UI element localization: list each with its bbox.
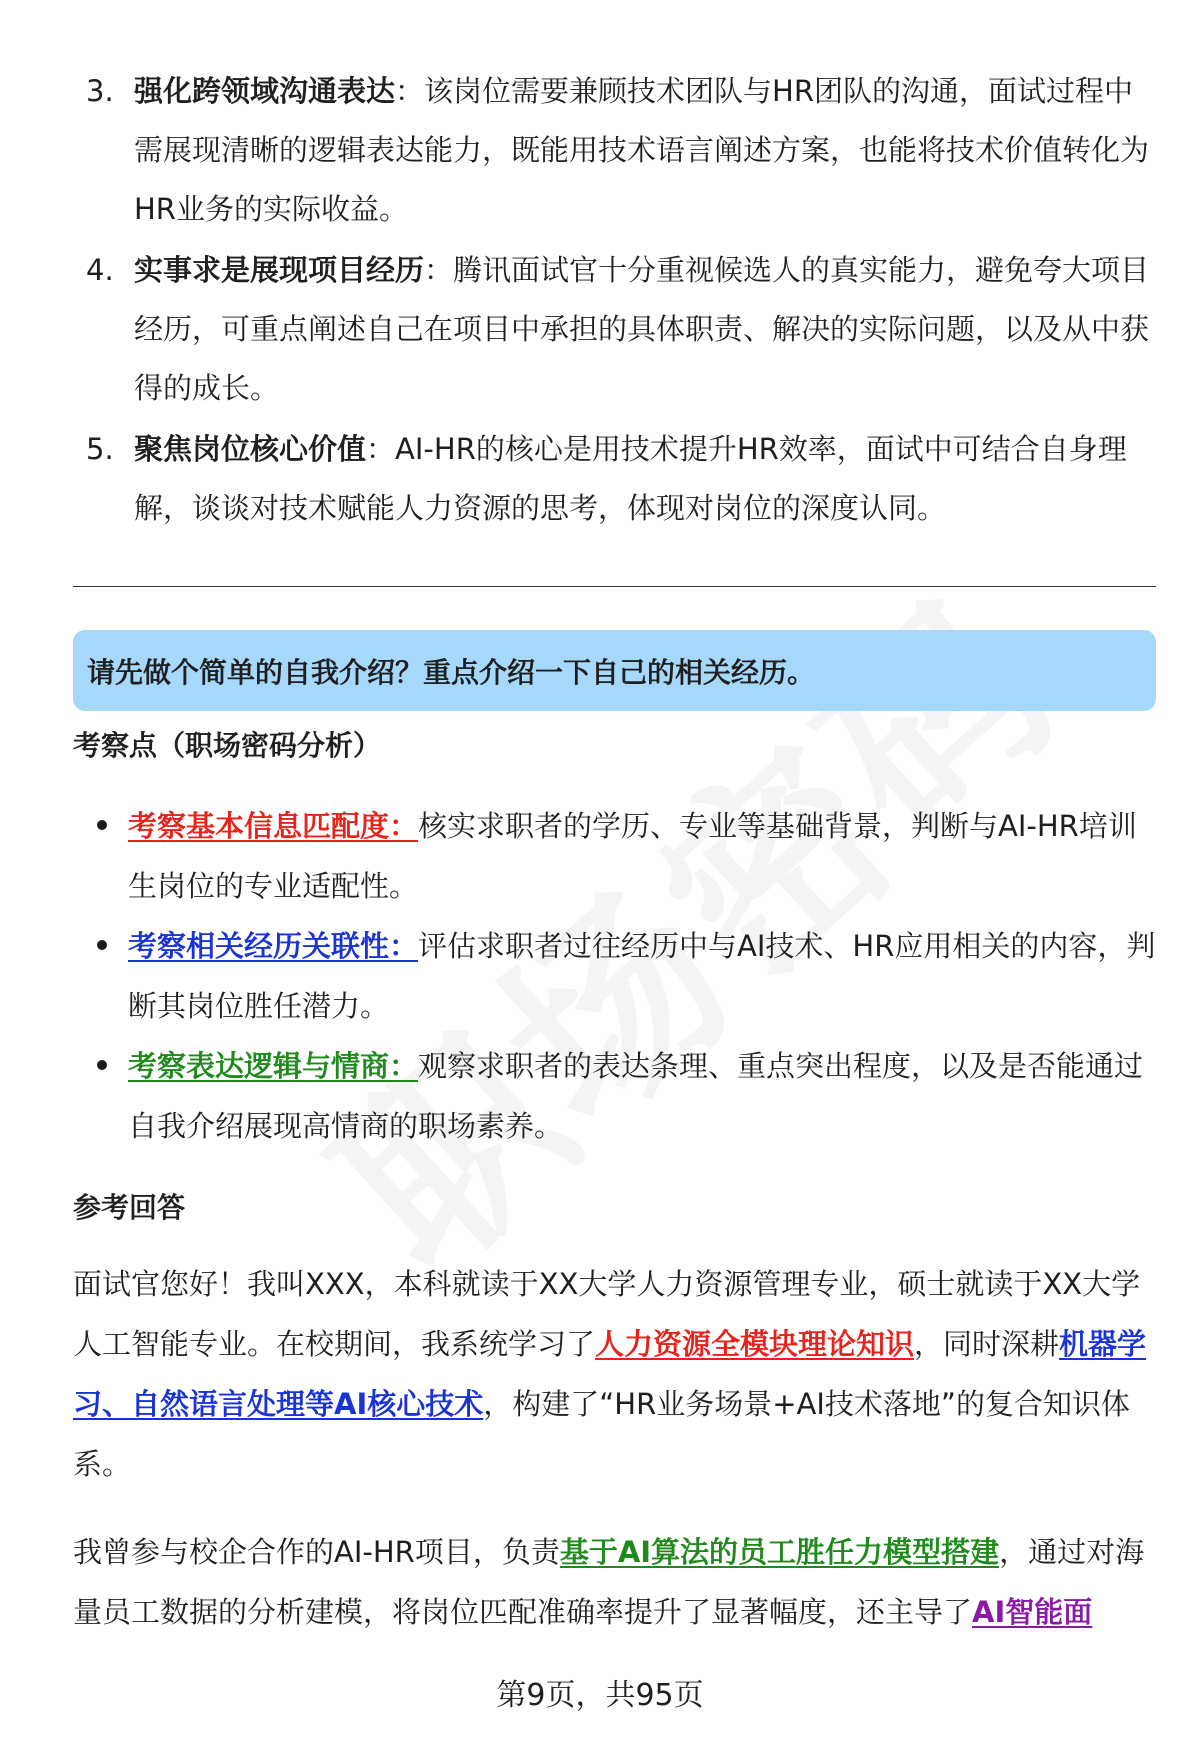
paragraph-text: 面试官您好！我叫XXX，本科就读于XX大学人力资源管理专业，硕士就读于XX大学人工智能专业。在校期间，我系统学习了 [73,1267,1141,1361]
bullet-label: 考察相关经历关联性： [128,929,419,963]
list-item-title: 聚焦岗位核心价值 [134,432,367,466]
list-number: 3. [86,74,114,108]
answer-paragraph [73,1522,1158,1642]
section-divider [73,586,1156,587]
list-item-text: 该岗位需要兼顾技术团队与HR团队的沟通，面试过程中需展现清晰的逻辑表达能力，既能用技术语言阐述方案，也能将技术价值转化为HR业务的实际收益。 [134,74,1150,226]
list-item [80,241,1160,418]
list-item-text: 腾讯面试官十分重视候选人的真实能力，避免夸大项目经历，可重点阐述自己在项目中承担的具体职责、解决的实际问题，以及从中获得的成长。 [134,253,1150,405]
list-item-text: AI-HR的核心是用技术提升HR效率，面试中可结合自身理解，谈谈对技术赋能人力资源的思考，体现对岗位的深度认同。 [134,432,1127,525]
bullet-label: 考察表达逻辑与情商： [128,1049,419,1083]
paragraph-text: 我曾参与校企合作的AI-HR项目，负责 [73,1535,560,1569]
bullet-item [95,916,1160,1036]
question-box [73,630,1156,711]
list-number: 4. [86,253,114,287]
list-item-sep: ： [366,432,396,466]
list-item-body [134,62,1160,239]
list-item [80,420,1160,538]
answer-heading: 参考回答 [73,1191,186,1224]
bullet-text: 核实求职者的学历、专业等基础背景，判断与AI-HR培训生岗位的专业适配性。 [128,809,1137,903]
paragraph-text: ，同时深耕 [914,1327,1060,1361]
answer-paragraph [73,1254,1158,1494]
highlight-text: 人力资源全模块理论知识 [595,1327,915,1361]
list-item-sep: ： [395,74,425,108]
bullet-body [128,916,1160,1036]
bullet-dot-icon [95,916,128,1036]
list-item-body [134,241,1160,418]
bullet-body [128,1036,1160,1156]
question-text: 请先做个简单的自我介绍？重点介绍一下自己的相关经历。 [87,655,816,689]
paragraph-text: ，通过对海量员工数据的分析建模，将岗位匹配准确率提升了显著幅度，还主导了 [73,1535,1145,1629]
bullet-item [95,796,1160,916]
bullet-label: 考察基本信息匹配度： [128,809,419,843]
bullet-text: 评估求职者过往经历中与AI技术、HR应用相关的内容，判断其岗位胜任潜力。 [128,929,1156,1023]
highlight-text: AI智能面 [972,1595,1093,1629]
bullet-item [95,1036,1160,1156]
highlight-text: 机器学习、自然语言处理等AI核心技术 [73,1327,1147,1421]
bullet-body [128,796,1160,916]
analysis-bullet-list [95,796,1160,1156]
page-number: 第9页，共95页 [496,1678,704,1713]
bullet-dot-icon [95,796,128,916]
list-item-sep: ： [424,253,454,287]
list-number: 5. [86,432,114,466]
bullet-text: 观察求职者的表达条理、重点突出程度，以及是否能通过自我介绍展现高情商的职场素养。 [128,1049,1144,1143]
list-item-title: 强化跨领域沟通表达 [134,74,396,108]
numbered-tips-list [80,62,1160,540]
paragraph-text: ，构建了“HR业务场景+AI技术落地”的复合知识体系。 [73,1387,1130,1481]
bullet-dot-icon [95,1036,128,1156]
list-item-title: 实事求是展现项目经历 [134,253,425,287]
highlight-text: 基于AI算法的员工胜任力模型搭建 [559,1535,1000,1569]
list-item [80,62,1160,239]
analysis-heading: 考察点（职场密码分析） [73,729,382,762]
list-item-body [134,420,1160,538]
